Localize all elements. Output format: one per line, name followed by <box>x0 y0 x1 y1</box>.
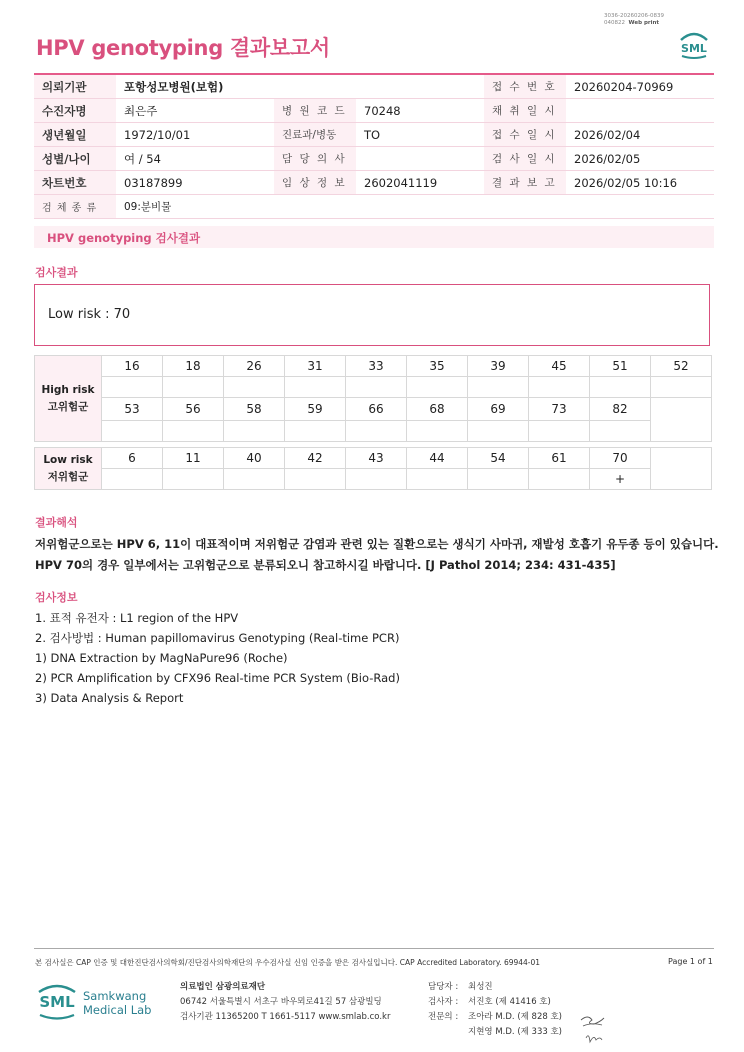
test-info-heading: 검사정보 <box>35 591 78 604</box>
hpv-result-cell <box>102 421 163 442</box>
interpretation-line: 저위험군으로는 HPV 6, 11이 대표적이며 저위험군 감염과 관련 있는 질환으로는 생식기 사마귀, 재발성 호흡기 유두종 등이 있습니다. <box>35 537 719 551</box>
result-heading: 검사결과 <box>35 266 78 279</box>
interpretation-text <box>35 534 719 576</box>
label-patient-name: 수진자명 <box>34 99 116 123</box>
info-row <box>34 195 714 219</box>
test-info-line: 3) Data Analysis & Report <box>35 691 184 705</box>
label-receipt-date: 접 수 일 시 <box>484 123 566 147</box>
label-collection-date: 채 취 일 시 <box>484 99 566 123</box>
info-row <box>34 123 714 147</box>
footer-corp-info <box>180 980 390 1025</box>
info-row <box>34 99 714 123</box>
hpv-type-cell: 54 <box>468 448 529 469</box>
high-risk-results-row-1 <box>35 377 712 398</box>
low-risk-table <box>34 447 712 490</box>
value-clinical-info: 2602041119 <box>356 171 484 195</box>
high-risk-results-row-2 <box>35 421 712 442</box>
hpv-type-cell: 16 <box>102 356 163 377</box>
hpv-result-cell <box>224 421 285 442</box>
document-id-line2: 040822 <box>604 20 625 26</box>
hpv-result-cell <box>346 377 407 398</box>
low-risk-results-row <box>35 469 712 490</box>
label-report-date: 결 과 보 고 <box>484 171 566 195</box>
hpv-result-cell <box>529 377 590 398</box>
value-birthdate: 1972/10/01 <box>116 123 274 147</box>
low-risk-types-row <box>35 448 712 469</box>
staff-role: 검사자 : <box>428 997 459 1007</box>
label-institution: 의뢰기관 <box>34 75 116 99</box>
value-receipt-date: 2026/02/04 <box>566 123 714 147</box>
low-risk-label <box>35 448 102 490</box>
hpv-type-cell: 35 <box>407 356 468 377</box>
corp-name: 의료법인 삼광의료재단 <box>180 982 266 992</box>
footer-divider <box>34 948 714 949</box>
footer-logo <box>37 980 157 1028</box>
hpv-type-cell: 18 <box>163 356 224 377</box>
hpv-result-cell <box>285 377 346 398</box>
value-report-date: 2026/02/05 10:16 <box>566 171 714 195</box>
hpv-result-cell <box>285 469 346 490</box>
signature-icon <box>578 1012 608 1048</box>
staff-name: 서진호 (제 41416 호) <box>468 997 551 1007</box>
patient-info-table <box>34 75 714 219</box>
test-info-line: 2) PCR Amplification by CFX96 Real-time PCR System (Bio-Rad) <box>35 671 400 685</box>
label-specimen-type: 검 체 종 류 <box>34 195 116 219</box>
logo-text: SML <box>681 42 707 55</box>
high-risk-types-row-1 <box>35 356 712 377</box>
hpv-type-cell: 6 <box>102 448 163 469</box>
test-info-line: 1) DNA Extraction by MagNaPure96 (Roche) <box>35 651 288 665</box>
label-clinical-info: 임 상 정 보 <box>274 171 356 195</box>
label-test-date: 검 사 일 시 <box>484 147 566 171</box>
info-row <box>34 171 714 195</box>
empty-cell <box>651 448 712 490</box>
value-doctor <box>356 147 484 171</box>
footer-logo-sml: SML <box>39 993 75 1011</box>
high-risk-label-en: High risk <box>41 383 95 396</box>
hpv-type-cell: 59 <box>285 398 346 421</box>
hpv-result-cell <box>163 469 224 490</box>
test-info-list <box>35 608 400 708</box>
web-print-label: Web print <box>628 20 660 26</box>
hpv-type-cell: 56 <box>163 398 224 421</box>
value-hospital-code: 70248 <box>356 99 484 123</box>
hpv-type-cell: 73 <box>529 398 590 421</box>
hpv-result-cell <box>285 421 346 442</box>
hpv-type-cell: 61 <box>529 448 590 469</box>
value-chart-no: 03187899 <box>116 171 274 195</box>
label-doctor: 담 당 의 사 <box>274 147 356 171</box>
value-sex-age: 여 / 54 <box>116 147 274 171</box>
high-risk-table <box>34 355 712 442</box>
hpv-type-cell: 70 <box>590 448 651 469</box>
hpv-type-cell: 44 <box>407 448 468 469</box>
staff-name: 조아라 M.D. (제 828 호) <box>468 1012 563 1022</box>
label-department: 진료과/병동 <box>274 123 356 147</box>
hpv-type-cell: 52 <box>651 356 712 377</box>
hpv-result-cell <box>468 469 529 490</box>
hpv-result-cell <box>407 421 468 442</box>
hpv-result-cell <box>224 377 285 398</box>
value-patient-name: 최은주 <box>116 99 274 123</box>
footer-logo-name1: Samkwang <box>83 989 147 1003</box>
value-specimen-type: 09:분비물 <box>116 195 714 219</box>
hpv-result-cell <box>102 469 163 490</box>
sml-footer-logo-icon <box>37 980 157 1024</box>
hpv-result-cell: + <box>590 469 651 490</box>
hpv-type-cell: 58 <box>224 398 285 421</box>
low-risk-label-en: Low risk <box>43 453 93 466</box>
high-risk-types-row-2 <box>35 398 712 421</box>
footer-logo-name2: Medical Lab <box>83 1003 152 1017</box>
hpv-type-cell: 42 <box>285 448 346 469</box>
staff-name: 지현영 M.D. (제 333 호) <box>468 1027 563 1037</box>
hpv-result-cell <box>590 421 651 442</box>
hpv-type-cell: 26 <box>224 356 285 377</box>
low-risk-label-ko: 저위험군 <box>47 470 89 483</box>
hpv-type-cell: 31 <box>285 356 346 377</box>
hpv-result-cell <box>163 421 224 442</box>
hpv-type-cell: 69 <box>468 398 529 421</box>
hpv-type-cell: 43 <box>346 448 407 469</box>
staff-role: 담당자 : <box>428 982 459 992</box>
document-id-line1: 3036-20260206-0839 <box>604 13 664 19</box>
high-risk-label <box>35 356 102 442</box>
page-number: Page 1 of 1 <box>668 957 713 966</box>
hpv-result-cell <box>163 377 224 398</box>
hpv-type-cell: 39 <box>468 356 529 377</box>
hpv-result-cell <box>529 421 590 442</box>
value-test-date: 2026/02/05 <box>566 147 714 171</box>
hpv-result-cell <box>590 377 651 398</box>
hpv-result-cell <box>529 469 590 490</box>
hpv-result-cell <box>346 469 407 490</box>
info-row <box>34 147 714 171</box>
corp-contact: 검사기관 11365200 T 1661-5117 www.smlab.co.kr <box>180 1012 391 1022</box>
hpv-type-cell: 11 <box>163 448 224 469</box>
result-text: Low risk : 70 <box>48 307 131 322</box>
hpv-type-cell: 66 <box>346 398 407 421</box>
label-sex-age: 성별/나이 <box>34 147 116 171</box>
hpv-type-cell: 40 <box>224 448 285 469</box>
hpv-result-cell <box>407 469 468 490</box>
hpv-result-cell <box>224 469 285 490</box>
value-department: TO <box>356 123 484 147</box>
hpv-type-cell: 68 <box>407 398 468 421</box>
label-hospital-code: 병 원 코 드 <box>274 99 356 123</box>
section-title: HPV genotyping 검사결과 <box>47 231 201 245</box>
hpv-type-cell: 53 <box>102 398 163 421</box>
footer-accreditation-note: 본 검사실은 CAP 인증 및 대한진단검사의학회/진단검사의학재단의 우수검사실 신임 인증을 받은 검사실입니다. CAP Accredited Laboratory. 69944-01 <box>35 958 541 967</box>
hpv-result-cell <box>651 377 712 398</box>
interpretation-heading: 결과해석 <box>35 516 78 529</box>
test-info-line: 1. 표적 유전자 : L1 region of the HPV <box>35 611 239 625</box>
staff-name: 최성진 <box>468 982 493 992</box>
label-birthdate: 생년월일 <box>34 123 116 147</box>
high-risk-label-ko: 고위험군 <box>47 400 89 413</box>
interpretation-line: HPV 70의 경우 일부에서는 고위험군으로 분류되오니 참고하시길 바랍니다. [J Pathol 2014; 234: 431-435] <box>35 558 616 572</box>
hpv-result-cell <box>468 377 529 398</box>
value-collection-date <box>566 99 714 123</box>
hpv-result-cell <box>102 377 163 398</box>
staff-role: 전문의 : <box>428 1012 459 1022</box>
section-title-bar <box>34 226 714 248</box>
corp-address: 06742 서울특별시 서초구 바우뫼로41길 57 삼광빌딩 <box>180 997 382 1007</box>
label-receipt-no: 접 수 번 호 <box>484 75 566 99</box>
page-title: HPV genotyping 결과보고서 <box>36 36 330 60</box>
hpv-type-cell: 51 <box>590 356 651 377</box>
hpv-result-cell <box>407 377 468 398</box>
sml-logo-icon <box>676 26 712 62</box>
hpv-type-cell: 45 <box>529 356 590 377</box>
hpv-result-cell <box>468 421 529 442</box>
value-receipt-no: 20260204-70969 <box>566 75 714 99</box>
label-chart-no: 차트번호 <box>34 171 116 195</box>
footer-staff <box>428 980 562 1040</box>
info-row <box>34 75 714 99</box>
document-id <box>604 13 664 27</box>
hpv-result-cell <box>346 421 407 442</box>
result-box <box>34 284 710 346</box>
value-institution: 포항성모병원(보험) <box>116 75 484 99</box>
hpv-type-cell: 33 <box>346 356 407 377</box>
empty-cell <box>651 398 712 442</box>
hpv-type-cell: 82 <box>590 398 651 421</box>
test-info-line: 2. 검사방법 : Human papillomavirus Genotyping (Real-time PCR) <box>35 631 400 645</box>
